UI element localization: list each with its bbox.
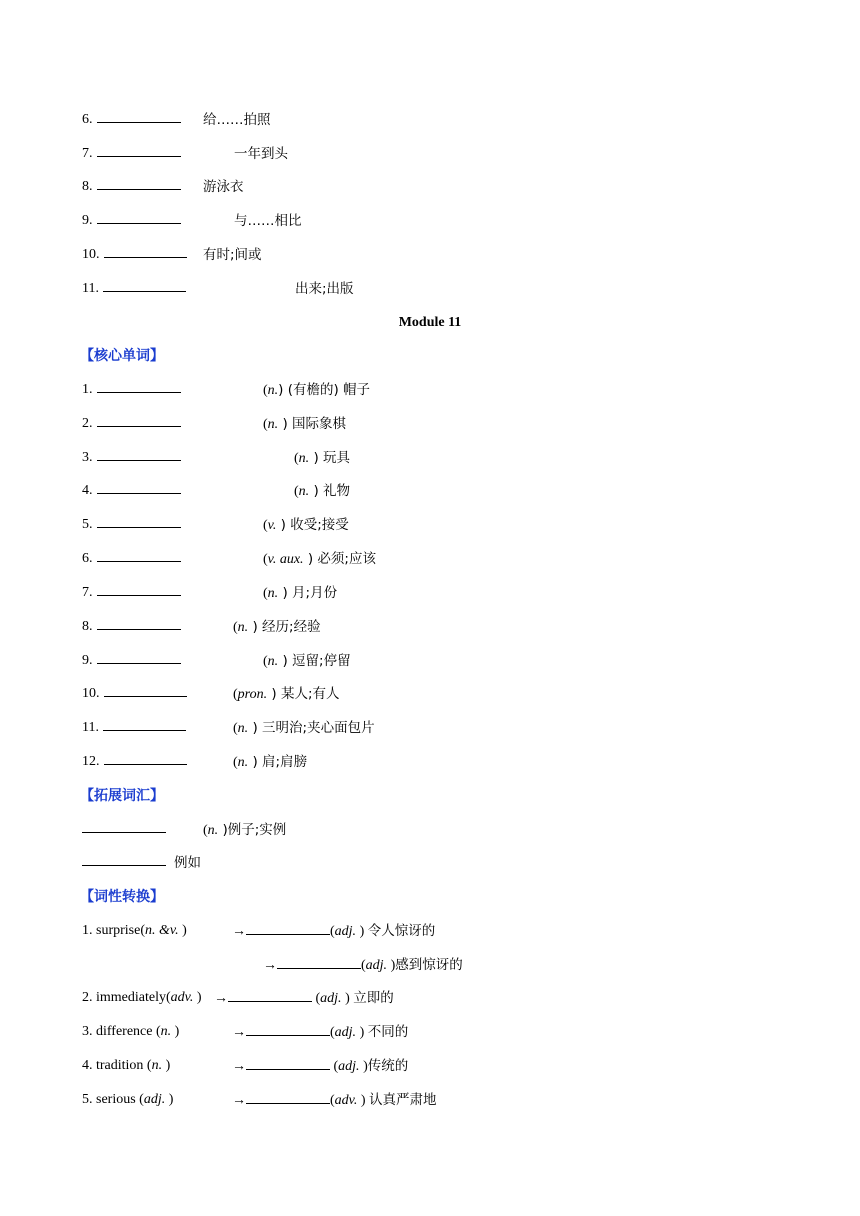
- section-heading-core: 【核心单词】: [80, 348, 164, 364]
- word-meaning: ) 月;月份: [278, 585, 338, 601]
- section-heading-convert: 【词性转换】: [80, 889, 164, 905]
- word-definition: [233, 751, 307, 774]
- phrase-meaning: 游泳衣: [203, 179, 244, 195]
- word-definition: [263, 413, 346, 436]
- arrow-icon: →: [232, 924, 246, 939]
- target-pos: adj.: [334, 1025, 357, 1040]
- conversion-row: [82, 1089, 437, 1111]
- part-of-speech: n.: [237, 620, 249, 635]
- extend-row: [82, 852, 201, 874]
- word-row: [82, 447, 351, 469]
- conversion-row: [82, 1021, 409, 1043]
- target-meaning: 立即的: [353, 990, 394, 1006]
- phrase-meaning: 一年到头: [234, 146, 288, 162]
- part-of-speech: n.: [298, 484, 310, 499]
- paren: ): [165, 1092, 174, 1107]
- item-number: 11.: [82, 720, 99, 735]
- answer-blank[interactable]: [97, 514, 181, 528]
- item-number: 2.: [82, 416, 93, 431]
- word-definition: [233, 616, 321, 639]
- word-meaning: ) 必须;应该: [303, 551, 376, 567]
- answer-blank[interactable]: [97, 210, 181, 224]
- word-meaning: ) 经历;经验: [248, 619, 321, 635]
- source-pos: n.: [151, 1058, 163, 1073]
- item-number: 7.: [82, 585, 93, 600]
- source-word: [82, 1058, 170, 1073]
- part-of-speech: n.: [298, 451, 310, 466]
- item-number: 5.: [82, 517, 93, 532]
- phrase-meaning: 例如: [174, 855, 201, 871]
- word-meaning: ) 玩具: [309, 450, 351, 466]
- answer-blank[interactable]: [97, 379, 181, 393]
- answer-blank[interactable]: [97, 143, 181, 157]
- target-meaning: 令人惊讶的: [367, 923, 436, 939]
- word-definition: [263, 514, 349, 537]
- phrase-row: [82, 210, 302, 232]
- answer-blank[interactable]: [82, 852, 166, 866]
- item-number: 11.: [82, 281, 99, 296]
- paren: ): [162, 1058, 171, 1073]
- word-row: [82, 480, 351, 502]
- phrase-row: [82, 176, 244, 198]
- conversion-target: → (adj. ) 不同的: [232, 1024, 409, 1040]
- paren: ): [171, 1024, 180, 1039]
- conversion-target: → (adv. ) 认真严肃地: [232, 1092, 437, 1108]
- conversion-target: → (adj. )感到惊讶的: [263, 957, 463, 973]
- part-of-speech: v. aux.: [267, 552, 304, 567]
- conversion-target: → (adj. ) 令人惊讶的: [232, 923, 436, 939]
- target-pos: adj.: [320, 991, 342, 1006]
- item-number: 6.: [82, 112, 93, 127]
- target-meaning: 传统的: [367, 1058, 409, 1074]
- item-number: 4.: [82, 483, 93, 498]
- source-text: 3. difference (: [82, 1024, 161, 1039]
- paren: (: [263, 417, 268, 432]
- word-row: [82, 582, 338, 604]
- source-pos: adv.: [170, 990, 194, 1005]
- part-of-speech: n.: [267, 383, 279, 398]
- paren: (: [294, 484, 299, 499]
- item-number: 9.: [82, 213, 93, 228]
- word-meaning: ) 礼物: [309, 483, 351, 499]
- target-meaning: 认真严肃地: [369, 1092, 437, 1108]
- word-meaning: ) 收受;接受: [276, 517, 349, 533]
- word-definition: [294, 447, 350, 470]
- arrow-icon: →: [232, 1093, 246, 1108]
- word-meaning: ) 逗留;停留: [278, 653, 351, 669]
- item-number: 8.: [82, 619, 93, 634]
- item-number: 3.: [82, 450, 93, 465]
- part-of-speech: pron.: [237, 687, 268, 702]
- paren: (: [233, 755, 238, 770]
- answer-blank[interactable]: [97, 582, 181, 596]
- word-definition: [294, 480, 350, 503]
- paren: (: [233, 687, 238, 702]
- paren: ): [178, 923, 187, 938]
- word-row: [82, 683, 340, 705]
- word-row: [82, 514, 349, 536]
- source-text: 4. tradition (: [82, 1058, 152, 1073]
- item-number: 1.: [82, 382, 93, 397]
- module-title: Module 11: [398, 315, 462, 330]
- answer-blank[interactable]: [246, 921, 330, 935]
- target-pos: adj.: [334, 924, 357, 939]
- answer-blank[interactable]: [246, 1022, 330, 1036]
- item-number: 10.: [82, 247, 100, 262]
- item-number: 12.: [82, 754, 100, 769]
- phrase-meaning: 与……相比: [234, 213, 302, 229]
- word-meaning: )例子;实例: [218, 822, 287, 838]
- part-of-speech: n.: [267, 654, 279, 669]
- source-text: 5. serious (: [82, 1092, 144, 1107]
- target-meaning: 感到惊讶的: [395, 957, 463, 973]
- phrase-row: [82, 143, 288, 165]
- source-text: 1. surprise(: [82, 923, 145, 938]
- answer-blank[interactable]: [103, 278, 186, 292]
- target-pos: adj.: [338, 1059, 360, 1074]
- answer-blank[interactable]: [104, 683, 187, 697]
- word-meaning: ) 肩;肩膀: [248, 754, 308, 770]
- phrase-meaning: 给……拍照: [203, 112, 271, 128]
- word-row: [82, 650, 351, 672]
- answer-blank[interactable]: [104, 244, 187, 258]
- word-row: [82, 616, 321, 638]
- part-of-speech: n.: [207, 823, 219, 838]
- part-of-speech: n.: [237, 721, 249, 736]
- phrase-meaning: 有时;间或: [203, 247, 262, 263]
- word-meaning: ) 某人;有人: [267, 686, 340, 702]
- extend-row: [82, 819, 287, 841]
- answer-blank[interactable]: [97, 176, 181, 190]
- word-meaning: ) (有檐的) 帽子: [278, 382, 371, 398]
- word-row: [82, 413, 347, 435]
- source-word: [82, 1092, 173, 1107]
- paren: (: [294, 451, 299, 466]
- paren: (: [263, 552, 268, 567]
- phrase-row: [82, 278, 354, 300]
- arrow-icon: →: [232, 1025, 246, 1040]
- source-pos: n.: [160, 1024, 172, 1039]
- conversion-target: → (adj. )传统的: [232, 1058, 409, 1074]
- answer-blank[interactable]: [97, 447, 181, 461]
- conversion-row: [82, 987, 394, 1009]
- conversion-row: [82, 1055, 409, 1077]
- phrase-row: [82, 109, 271, 131]
- part-of-speech: n.: [267, 417, 279, 432]
- paren: (: [263, 518, 268, 533]
- word-row: [82, 379, 371, 401]
- section-heading-extend: 【拓展词汇】: [80, 788, 164, 804]
- paren: (: [233, 721, 238, 736]
- word-meaning: ) 三明治;夹心面包片: [248, 720, 375, 736]
- paren: ): [193, 990, 202, 1005]
- part-of-speech: n.: [237, 755, 249, 770]
- answer-blank[interactable]: [104, 751, 187, 765]
- answer-blank[interactable]: [97, 650, 181, 664]
- paren: (: [203, 823, 208, 838]
- word-row: [82, 751, 308, 773]
- item-number: 6.: [82, 551, 93, 566]
- paren: (: [263, 654, 268, 669]
- part-of-speech: n.: [267, 586, 279, 601]
- answer-blank[interactable]: [97, 413, 181, 427]
- answer-blank[interactable]: [246, 1056, 330, 1070]
- answer-blank[interactable]: [246, 1090, 330, 1104]
- arrow-icon: →: [232, 1059, 246, 1074]
- item-number: 10.: [82, 686, 100, 701]
- paren: (: [263, 586, 268, 601]
- paren: (: [233, 620, 238, 635]
- word-row: [82, 548, 376, 570]
- item-number: 9.: [82, 653, 93, 668]
- answer-blank[interactable]: [277, 955, 361, 969]
- conversion-row: [82, 920, 436, 942]
- answer-blank[interactable]: [97, 548, 181, 562]
- word-meaning: ) 国际象棋: [278, 416, 347, 432]
- target-pos: adv.: [334, 1093, 358, 1108]
- word-definition: [233, 683, 340, 706]
- target-pos: adj.: [365, 958, 388, 973]
- answer-blank[interactable]: [82, 819, 166, 833]
- paren: (: [263, 383, 268, 398]
- phrase-row: [82, 244, 262, 266]
- conversion-target: → (adj. ) 立即的: [214, 990, 394, 1006]
- answer-blank[interactable]: [228, 988, 312, 1002]
- answer-blank[interactable]: [97, 109, 181, 123]
- answer-blank[interactable]: [97, 616, 181, 630]
- word-definition: [233, 717, 375, 740]
- target-meaning: 不同的: [367, 1024, 409, 1040]
- word-definition: [263, 548, 376, 571]
- source-word: [82, 923, 187, 938]
- word-definition: [263, 379, 370, 402]
- arrow-icon: →: [214, 991, 228, 1006]
- source-text: 2. immediately(: [82, 990, 171, 1005]
- phrase-meaning: 出来;出版: [295, 281, 354, 297]
- answer-blank[interactable]: [97, 480, 181, 494]
- part-of-speech: v.: [267, 518, 277, 533]
- item-number: 7.: [82, 146, 93, 161]
- word-definition: [263, 650, 351, 673]
- source-word: [82, 1024, 179, 1039]
- word-definition: [263, 582, 337, 605]
- answer-blank[interactable]: [103, 717, 186, 731]
- word-definition: [203, 819, 286, 842]
- word-row: [82, 717, 375, 739]
- source-pos: adj.: [143, 1092, 166, 1107]
- source-pos: n. &v.: [145, 923, 179, 938]
- arrow-icon: →: [263, 958, 277, 973]
- item-number: 8.: [82, 179, 93, 194]
- source-word: [82, 990, 202, 1005]
